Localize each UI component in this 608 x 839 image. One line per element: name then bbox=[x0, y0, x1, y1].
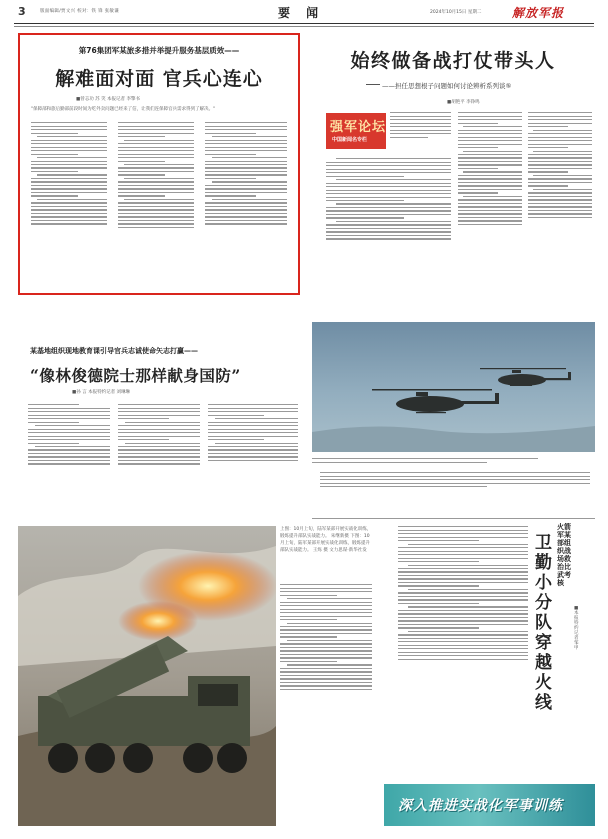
article2-subtitle: ——担任思想根子问题如何讨论辨析系列谈⑤ bbox=[382, 82, 512, 90]
page-header bbox=[0, 0, 608, 24]
article1-body-col-1 bbox=[31, 120, 107, 288]
article1-body-col-3 bbox=[205, 120, 287, 288]
column-badge-subtitle: 中国新闻名专栏 bbox=[332, 137, 368, 143]
article3-body-col-1 bbox=[28, 402, 110, 520]
article3-body-col-3 bbox=[208, 402, 298, 520]
column-badge-title: 强军论坛 bbox=[330, 120, 387, 135]
article2-body-tail bbox=[320, 470, 590, 514]
newspaper-logo: 解放军报 bbox=[512, 6, 565, 20]
photo-caption: 上图：10月上旬，陆军某部开展实战化训练，锻炼提升部队实战能力。 朱继新摄 下图：10月上旬，陆军某部开展实战化训练，锻炼提升部队实战能力。 王烁 摄 文力思谋·新华社发 bbox=[280, 527, 372, 553]
rocket-launcher-photo bbox=[18, 526, 276, 826]
subtitle-dash bbox=[366, 84, 380, 85]
article4-byline: ■本报特约记者 邹 甲 bbox=[574, 606, 579, 651]
article1-kicker: 第76集团军某旅多措并举提升服务基层质效—— bbox=[78, 46, 240, 55]
banner-text: 深入推进实战化军事训练 bbox=[398, 798, 563, 814]
article2-body-col-2 bbox=[458, 110, 522, 306]
section-divider bbox=[312, 518, 595, 519]
training-banner bbox=[384, 784, 595, 826]
section-title: 要 闻 bbox=[278, 6, 325, 20]
header-rule bbox=[14, 23, 594, 24]
article1-body-col-2 bbox=[118, 120, 194, 288]
helicopter-photo-caption-lines bbox=[312, 456, 595, 465]
issue-date: 2024年10月15日 星期二 bbox=[430, 10, 482, 15]
article3-kicker: 某基地组织现地教育课引导官兵志诚使命矢志打赢—— bbox=[30, 347, 198, 355]
article4-kicker: 火箭军某部组织战场救治比武考核 bbox=[557, 523, 571, 587]
helicopter-photo bbox=[312, 322, 595, 452]
article4-headline[interactable]: 卫勤小分队穿越火线 bbox=[535, 533, 552, 713]
article2-body-col-3 bbox=[528, 110, 592, 306]
article2-byline: ■胡艳平 李铮鸣 bbox=[447, 100, 480, 105]
article4-body-col-0 bbox=[280, 582, 372, 822]
page-number: 3 bbox=[18, 5, 26, 18]
article3-headline[interactable]: “像林俊德院士那样献身国防” bbox=[30, 366, 241, 385]
article1-lead: "保障部和旅后勤部前段时间为吃外卖问题已经来了信，让我们连保障官兵需求得到了解决。" bbox=[31, 107, 216, 112]
article1-byline: ■曾志功 苏 笑 本报记者 李擎书 bbox=[76, 97, 140, 102]
article2-headline[interactable]: 始终做备战打仗带头人 bbox=[350, 50, 556, 72]
article1-headline[interactable]: 解难面对面 官兵心连心 bbox=[55, 68, 263, 90]
article4-body-col-1 bbox=[398, 524, 528, 778]
article3-byline: ■孙 言 本报特约记者 刘琳琳 bbox=[72, 390, 131, 395]
article3-body-col-2 bbox=[118, 402, 200, 520]
article2-body-col-1 bbox=[326, 156, 451, 306]
column-badge bbox=[326, 113, 386, 149]
editor-credits: 版面编辑/贾文兴 校对：铁 锋 张敏谦 bbox=[40, 9, 120, 14]
header-rule-thin bbox=[14, 26, 594, 27]
